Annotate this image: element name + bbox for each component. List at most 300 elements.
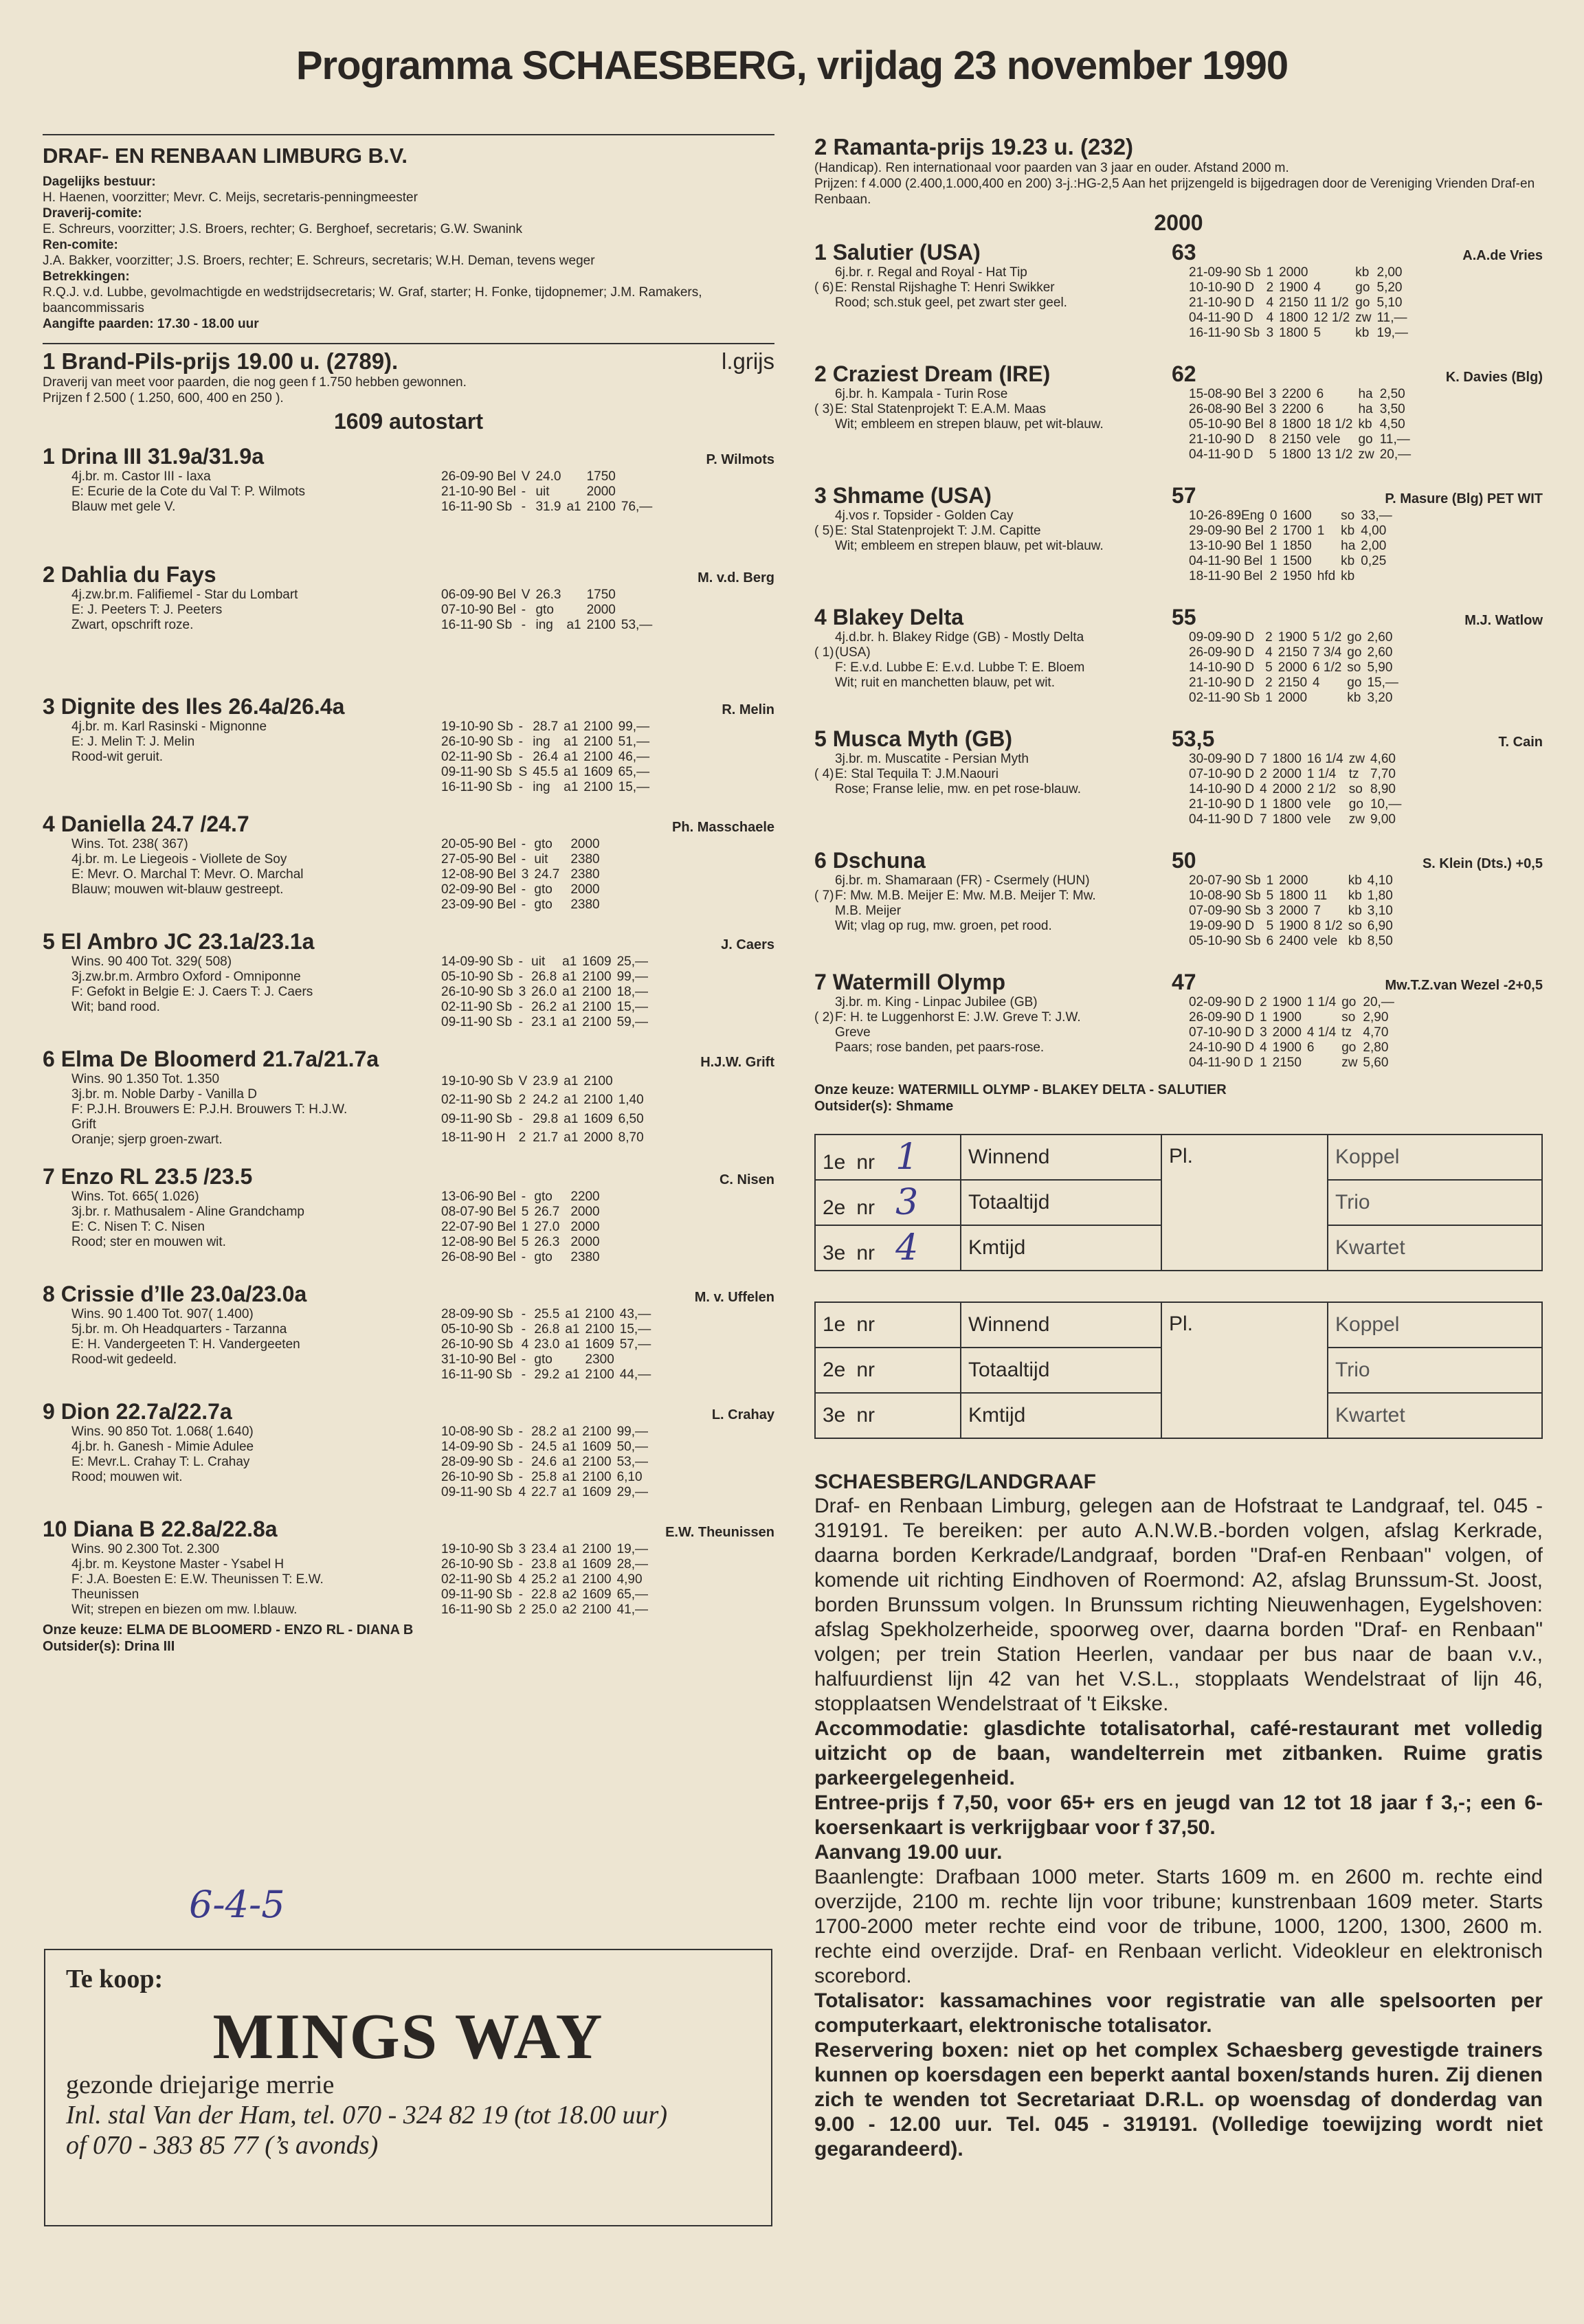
form-table xyxy=(441,1189,611,1265)
horse-info-line: Rood; mouwen wit. xyxy=(71,1470,183,1484)
horse-info-line: Blauw met gele V. xyxy=(71,500,176,514)
form-cell: 04-11-90 D xyxy=(1189,1055,1253,1070)
horse-info-line: F: Gefokt in Belgie E: J. Caers T: J. Caers xyxy=(71,985,313,999)
form-cell: 3 xyxy=(521,867,529,882)
form-cell: ha xyxy=(1341,539,1356,553)
form-cell: 12-08-90 Bel xyxy=(441,867,516,882)
horse-entry xyxy=(814,483,1543,584)
horse-info-line: Paars; rose banden, pet paars-rose. xyxy=(835,1040,1045,1055)
form-row xyxy=(441,1129,649,1148)
race2-desc-1: (Handicap). Ren internationaal voor paarden van 3 jaar en ouder. Afstand 2000 m. xyxy=(814,161,1289,175)
grid-type: Totaaltijd xyxy=(961,1180,1161,1225)
horse-info xyxy=(814,265,1189,341)
form-row xyxy=(1189,630,1404,645)
form-cell: 43,— xyxy=(619,1307,651,1321)
horse-name: 1 Drina III 31.9a/31.9a xyxy=(43,444,264,469)
form-cell: 20,— xyxy=(1363,995,1394,1009)
form-cell: 28-09-90 Sb xyxy=(441,1307,513,1321)
horse-trainer: R. Melin xyxy=(722,702,774,717)
form-cell: 15,— xyxy=(619,1322,651,1337)
info-paragraphs xyxy=(814,1494,1543,2162)
horse-name-wrap xyxy=(814,361,1172,387)
race2-header xyxy=(814,134,1543,160)
form-row xyxy=(1189,387,1416,402)
form-cell: 21-09-90 Sb xyxy=(1189,265,1261,280)
form-cell: 7 xyxy=(1260,812,1267,827)
form-cell: 76,— xyxy=(621,500,653,514)
form-cell xyxy=(565,1205,570,1220)
form-cell: 7 xyxy=(1260,752,1267,766)
form-cell: 1609 xyxy=(582,1440,612,1454)
form-cell: 2000 xyxy=(1279,873,1308,888)
form-cell: a1 xyxy=(565,1307,580,1321)
horse-entry xyxy=(43,1282,774,1383)
form-cell: 2000 xyxy=(586,484,616,499)
form-cell: 02-09-90 D xyxy=(1189,995,1255,1009)
form-cell: so xyxy=(1341,509,1355,523)
form-cell: a1 xyxy=(566,618,581,632)
form-row xyxy=(441,469,658,484)
form-row xyxy=(1189,326,1414,341)
form-cell: 16-11-90 Sb xyxy=(441,780,513,794)
form-cell: a1 xyxy=(564,780,579,794)
form-cell: 2100 xyxy=(583,750,613,764)
form-cell: V xyxy=(518,1073,528,1088)
form-row xyxy=(1189,1025,1400,1040)
org-heading: Ren-comite: xyxy=(43,238,118,252)
horse-entry xyxy=(43,562,774,633)
form-cell: tz xyxy=(1348,767,1359,781)
form-cell: gto xyxy=(534,1352,553,1367)
form-cell: 27-05-90 Bel xyxy=(441,852,516,867)
form-cell: 12-08-90 Bel xyxy=(441,1235,516,1249)
form-cell: 02-11-90 Sb xyxy=(441,1572,513,1587)
form-cell: so xyxy=(1348,782,1363,796)
horse-trainer: M. v. Uffelen xyxy=(694,1290,774,1305)
form-cell: ing xyxy=(533,780,550,794)
form-cell: kb xyxy=(1347,691,1361,705)
form-cell: 05-10-90 Bel xyxy=(1189,417,1264,432)
form-cell: 46,— xyxy=(618,750,650,764)
form-cell: 26.0 xyxy=(531,985,557,999)
form-cell: hfd xyxy=(1317,569,1336,583)
form-cell: 25.5 xyxy=(534,1307,560,1321)
form-cell: 25,— xyxy=(616,954,648,969)
form-table xyxy=(1189,509,1398,584)
form-row xyxy=(441,603,658,618)
handwritten-number: 3 xyxy=(895,1182,919,1223)
grid-bet-type[interactable]: Trio xyxy=(1328,1180,1542,1225)
horse-weight: 63 xyxy=(1172,240,1196,265)
form-cell: 5 xyxy=(1266,889,1274,903)
form-cell: 16-11-90 Sb xyxy=(1189,326,1260,340)
form-cell: go xyxy=(1347,630,1362,645)
grid-bet-type[interactable]: Kwartet xyxy=(1328,1225,1542,1271)
grid-bet-type[interactable]: Koppel xyxy=(1328,1135,1542,1180)
form-cell: 21-10-90 D xyxy=(1189,675,1255,690)
form-cell: 16 1/4 xyxy=(1306,752,1343,766)
form-cell: zw xyxy=(1348,752,1365,766)
form-cell xyxy=(565,837,570,852)
form-cell: a1 xyxy=(562,1015,577,1029)
form-cell: - xyxy=(518,719,523,734)
form-cell: 2 xyxy=(1265,675,1273,690)
form-cell: 1800 xyxy=(1282,417,1311,432)
form-cell: 3 xyxy=(518,985,526,999)
form-cell: 2 xyxy=(1269,524,1278,538)
form-cell: 16-11-90 Sb xyxy=(441,618,513,632)
form-cell: 13 1/2 xyxy=(1316,447,1353,462)
form-cell: a1 xyxy=(562,1542,577,1556)
form-row xyxy=(1189,417,1416,432)
form-cell: go xyxy=(1348,797,1363,812)
grid-place-cell[interactable] xyxy=(815,1225,961,1271)
form-cell: 1950 xyxy=(1282,569,1312,583)
form-cell: 1 1/4 xyxy=(1306,995,1337,1009)
grid-bet-type[interactable]: Koppel xyxy=(1328,1302,1542,1348)
form-cell xyxy=(621,469,658,484)
horse-info-line: Wit; vlag op rug, mw. groen, pet rood. xyxy=(835,919,1052,933)
form-cell: 0,25 xyxy=(1361,554,1387,568)
form-cell: 22-07-90 Bel xyxy=(441,1220,516,1234)
form-row xyxy=(441,1250,611,1265)
form-cell: 05-10-90 Sb xyxy=(441,1322,513,1337)
horse-body xyxy=(814,752,1543,827)
form-row xyxy=(441,1337,656,1352)
form-cell: zw xyxy=(1355,311,1372,325)
handwritten-number: 4 xyxy=(895,1227,919,1269)
grid-bet-type[interactable]: Trio xyxy=(1328,1348,1542,1393)
form-cell: a1 xyxy=(562,954,577,969)
form-cell: 2400 xyxy=(1279,934,1308,948)
aangifte: Aangifte paarden: 17.30 - 18.00 uur xyxy=(43,317,259,331)
form-cell: 10-10-90 D xyxy=(1189,280,1255,295)
form-cell: 2100 xyxy=(582,970,612,984)
grid-place: 1e xyxy=(823,1313,846,1336)
grid-place-cell[interactable] xyxy=(815,1302,961,1348)
handwritten-note: 6-4-5 xyxy=(189,1883,285,1926)
horse-info-line: F: Mw. M.B. Meijer E: Mw. M.B. Meijer T: Mw. xyxy=(835,889,1096,903)
horse-entry xyxy=(43,444,774,515)
form-cell: 2 xyxy=(1266,280,1274,295)
form-cell: 2000 xyxy=(583,1130,613,1146)
org-committees xyxy=(43,174,774,316)
horse-info xyxy=(814,995,1189,1071)
horse-info-line: E: C. Nisen T: C. Nisen xyxy=(71,1220,205,1234)
form-cell: 5 1/2 xyxy=(1313,630,1342,645)
form-cell: - xyxy=(518,780,523,794)
form-row xyxy=(441,719,655,735)
horse-info-line: Oranje; sjerp groen-zwart. xyxy=(71,1132,223,1147)
form-cell xyxy=(565,852,570,867)
form-row xyxy=(441,1110,649,1129)
form-cell: - xyxy=(518,1111,523,1126)
horse-info-line: Wit; band rood. xyxy=(71,1000,160,1014)
form-row xyxy=(1189,691,1404,706)
form-cell: 07-09-90 Sb xyxy=(1189,904,1261,918)
info-paragraph: Reservering boxen: niet op het complex Schaesberg gevestigde trainers kunnen op koersdagen een beperkt aantal boxen/stands huren. Zij dienen zich te wenden tot Secretariaat D.R.L. op woensdag of donderdag van 9.00 - 12.00 uur. Tel. 045 - 319191. (Volledige toewijzing wordt niet gegarandeerd). xyxy=(814,2039,1543,2160)
form-cell: 7 xyxy=(1313,904,1321,918)
form-table xyxy=(1189,265,1414,341)
horse-info-line: E: J. Melin T: J. Melin xyxy=(71,735,195,749)
form-cell: 04-11-90 D xyxy=(1189,447,1253,462)
horse-info-line: 4j.br. h. Ganesh - Mimie Adulee xyxy=(71,1440,254,1454)
right-column xyxy=(814,134,1543,2162)
horse-info xyxy=(814,387,1189,462)
form-row xyxy=(441,970,654,985)
horse-body xyxy=(43,837,774,913)
form-cell: 1800 xyxy=(1282,447,1311,462)
grid-nr: nr xyxy=(856,1242,875,1264)
form-cell: 19-10-90 Sb xyxy=(441,1542,513,1556)
grid-type: Kmtijd xyxy=(961,1225,1161,1271)
form-row xyxy=(441,1572,654,1587)
form-cell: 1900 xyxy=(1272,995,1302,1009)
grid-bet-type[interactable]: Kwartet xyxy=(1328,1393,1542,1438)
form-cell: 04-11-90 D xyxy=(1189,311,1253,325)
form-cell xyxy=(1313,691,1347,706)
form-cell: 28-09-90 Sb xyxy=(441,1455,513,1469)
horse-header xyxy=(43,1282,774,1307)
form-cell: 5,90 xyxy=(1367,660,1393,675)
form-cell: 2100 xyxy=(582,1470,612,1484)
grid-place-cell[interactable] xyxy=(815,1393,961,1438)
form-cell: 33,— xyxy=(1361,509,1392,523)
form-table xyxy=(441,719,655,795)
horse-header xyxy=(814,970,1543,995)
horse-weight: 62 xyxy=(1172,361,1196,386)
info-paragraph: Baanlengte: Drafbaan 1000 meter. Starts 1609 m. en 2600 m. rechte eind overzijde, 2100 m. rechte lijn voor tribune; kunstrenbaan 1609 meter. Starts 1700-2000 meter rechte eind voor de tribune, 1000, 1200, 1300, 2600 m. rechte eind overzijde. Draf- en Renbaan verlicht. Videokleur en elektronisch scorebord. xyxy=(814,1866,1543,1987)
grid-place-cell[interactable] xyxy=(815,1180,961,1225)
advert-box xyxy=(44,1949,772,2226)
horse-info-line: F: P.J.H. Brouwers E: P.J.H. Brouwers T: H.J.W. xyxy=(71,1102,348,1117)
grid-row xyxy=(815,1135,1542,1180)
form-cell: 2000 xyxy=(570,1235,600,1249)
form-cell: 2000 xyxy=(1278,660,1308,675)
grid-nr: nr xyxy=(856,1196,875,1219)
form-cell: 29.2 xyxy=(534,1367,560,1382)
saddle-number: ( 3) xyxy=(814,402,834,416)
horse-name: 1 Salutier (USA) xyxy=(814,240,981,265)
form-cell: 2100 xyxy=(586,618,616,632)
horse-info-line: 3j.zw.br.m. Armbro Oxford - Omniponne xyxy=(71,970,301,984)
saddle-number: ( 4) xyxy=(814,767,834,781)
form-cell: 18,— xyxy=(616,985,648,999)
horse-info-line: F: E.v.d. Lubbe E: E.v.d. Lubbe T: E. Bloem xyxy=(835,660,1085,675)
horse-entry xyxy=(43,812,774,913)
form-cell: 1609 xyxy=(583,765,613,779)
horse-body xyxy=(43,1189,774,1265)
grid-pl[interactable]: Pl. xyxy=(1161,1302,1328,1438)
form-cell: 2000 xyxy=(1279,904,1308,918)
grid-place: 1e xyxy=(823,1151,846,1174)
horse-body xyxy=(43,588,774,633)
form-cell: 26.8 xyxy=(534,1322,560,1337)
form-cell: vele xyxy=(1313,934,1338,948)
form-cell: 1800 xyxy=(1279,889,1308,903)
form-cell: 14-10-90 D xyxy=(1189,782,1255,796)
form-cell: 1 xyxy=(1269,539,1278,553)
form-cell: vele xyxy=(1306,797,1331,812)
form-cell: vele xyxy=(1306,812,1331,827)
form-cell: 26.4 xyxy=(533,750,559,764)
form-cell: 2100 xyxy=(585,1322,614,1337)
form-cell: 3,10 xyxy=(1367,904,1393,918)
form-cell: 19-10-90 Sb xyxy=(441,719,513,734)
form-cell: 26-08-90 Bel xyxy=(441,1250,516,1264)
horse-info-line: Rose; Franse lelie, mw. en pet rose-blauw. xyxy=(835,782,1082,796)
form-cell: 11,— xyxy=(1379,432,1410,447)
form-cell: 2150 xyxy=(1278,645,1308,660)
form-table xyxy=(441,1072,649,1148)
form-cell: 10-08-90 Sb xyxy=(1189,889,1261,903)
form-cell: 1800 xyxy=(1279,311,1308,325)
race2-horses xyxy=(814,240,1543,1071)
horse-info xyxy=(43,1424,441,1500)
form-cell: 4,50 xyxy=(1379,417,1405,432)
horse-trainer: C. Nisen xyxy=(719,1172,774,1187)
form-cell: go xyxy=(1347,645,1362,660)
form-cell: 2,60 xyxy=(1367,630,1393,645)
form-cell: 1800 xyxy=(1272,752,1302,766)
form-cell: 6 xyxy=(1266,934,1274,948)
horse-name-wrap xyxy=(814,726,1172,752)
form-cell: 45.5 xyxy=(533,765,559,779)
form-cell: 21.7 xyxy=(533,1130,559,1146)
horse-trainer: Ph. Masschaele xyxy=(672,820,774,835)
form-cell: a1 xyxy=(564,719,579,734)
horse-name: 6 Dschuna xyxy=(814,848,926,873)
form-cell: 1800 xyxy=(1272,797,1302,812)
form-cell: - xyxy=(518,1000,523,1014)
form-cell: 6 1/2 xyxy=(1313,660,1342,675)
grid-pl[interactable]: Pl. xyxy=(1161,1135,1328,1271)
form-cell: 07-10-90 Bel xyxy=(441,603,516,617)
horse-info-line: M.B. Meijer xyxy=(835,904,902,918)
form-cell: 2150 xyxy=(1272,1055,1302,1070)
form-cell: 41,— xyxy=(616,1602,648,1617)
grid-nr: nr xyxy=(856,1151,875,1174)
form-row xyxy=(1189,1055,1400,1071)
form-cell: kb xyxy=(1341,569,1355,583)
form-cell: so xyxy=(1348,919,1362,933)
form-cell: 20-07-90 Sb xyxy=(1189,873,1261,888)
form-cell: 23.4 xyxy=(531,1542,557,1556)
horse-trainer: P. Masure (Blg) PET WIT xyxy=(1385,491,1543,506)
horse-header xyxy=(814,726,1543,752)
form-cell: 8 xyxy=(1269,432,1277,447)
horse-name: 8 Crissie d’Ile 23.0a/23.0a xyxy=(43,1282,307,1306)
horse-info-line: Wins. Tot. 665( 1.026) xyxy=(71,1189,199,1204)
grid-place-cell[interactable] xyxy=(815,1135,961,1180)
horse-info-line: Wins. 90 1.350 Tot. 1.350 xyxy=(71,1072,220,1086)
horse-name-wrap xyxy=(814,483,1172,509)
form-cell: 2000 xyxy=(1279,265,1308,280)
form-cell: a1 xyxy=(564,1073,579,1088)
form-cell: 2100 xyxy=(583,719,613,734)
form-cell: 10-26-89Eng xyxy=(1189,509,1264,523)
horse-entry xyxy=(43,1164,774,1265)
form-cell xyxy=(605,1235,611,1250)
form-cell: a1 xyxy=(562,1572,577,1587)
saddle-number: ( 2) xyxy=(814,1010,834,1025)
form-row xyxy=(441,588,658,603)
form-cell: a1 xyxy=(564,735,579,749)
form-cell: 6,90 xyxy=(1367,919,1393,933)
form-cell: ha xyxy=(1358,387,1373,401)
form-cell: 2300 xyxy=(585,1352,614,1367)
form-cell: 09-11-90 Sb xyxy=(441,765,513,779)
horse-entry xyxy=(814,848,1543,949)
race2-title: 2 Ramanta-prijs 19.23 u. (232) xyxy=(814,134,1134,159)
horse-info-line: 6j.br. r. Regal and Royal - Hat Tip xyxy=(835,265,1027,280)
form-cell: - xyxy=(518,735,523,749)
advert-header: Te koop: xyxy=(66,1965,164,1993)
form-row xyxy=(1189,265,1414,280)
form-cell: 13-06-90 Bel xyxy=(441,1189,516,1204)
form-cell: a2 xyxy=(562,1602,577,1617)
form-cell: 24.7 xyxy=(534,867,560,882)
form-cell: - xyxy=(521,603,526,617)
form-cell: 50,— xyxy=(616,1440,648,1454)
form-cell: gto xyxy=(535,603,554,617)
form-cell: 18 1/2 xyxy=(1316,417,1353,432)
form-cell xyxy=(1361,569,1397,584)
form-cell: 2,00 xyxy=(1376,265,1403,280)
horse-body xyxy=(43,1424,774,1500)
form-table xyxy=(441,1542,654,1618)
grid-row xyxy=(815,1302,1542,1348)
form-cell: 4 xyxy=(518,1572,526,1587)
grid-place: 3e xyxy=(823,1242,846,1264)
grid-place: 3e xyxy=(823,1404,846,1427)
form-row xyxy=(441,1440,654,1455)
grid-place-cell[interactable] xyxy=(815,1348,961,1393)
form-cell xyxy=(605,882,611,897)
form-row xyxy=(441,1015,654,1030)
form-cell: a1 xyxy=(565,1367,580,1382)
horse-weight: 57 xyxy=(1172,483,1196,508)
form-cell: 30-09-90 D xyxy=(1189,752,1255,766)
form-cell: 4 xyxy=(1260,782,1267,796)
form-row xyxy=(441,1352,656,1367)
form-cell xyxy=(565,1220,570,1235)
form-cell: 3,50 xyxy=(1379,402,1405,416)
horse-info-line: Wit; ruit en manchetten blauw, pet wit. xyxy=(835,675,1055,690)
form-cell xyxy=(605,1189,611,1205)
horse-info-line: 4j.d.br. h. Blakey Ridge (GB) - Mostly Delta xyxy=(835,630,1084,645)
form-cell: 2000 xyxy=(1272,782,1302,796)
grid-place: 2e xyxy=(823,1359,846,1381)
horse-body xyxy=(43,719,774,795)
form-cell: 1 xyxy=(1269,554,1278,568)
info-paragraph: Draf- en Renbaan Limburg, gelegen aan de Hofstraat te Landgraaf, tel. 045 - 319191. Te bereiken: per auto A.N.W.B.-borden volgen, afslag Kerkrade, daarna borden Kerkrade/Landgraaf, borden "Draf-en Renbaan" volgen, of komende uit richting Eindhoven of Roermond: A2, afslag Brunssum-St. Joost, borden Brunssum volgen. In Brunssum richting Nieuwenhagen, Eygelshoven: afslag Spekholzerheide, spoorweg over, daarna borden "Draf- en Renbaan" volgen; per trein Station Heerlen, vandaar per bus naar de baan v.v., halfuurdienst lijn 42 van het V.S.L., stopplaats Wendelstraat of lijn 46, stopplaatsen Wendelstraat of 't Eikske. xyxy=(814,1495,1543,1715)
horse-trainer: Mw.T.Z.van Wezel -2+0,5 xyxy=(1385,978,1543,993)
horse-trainer: A.A.de Vries xyxy=(1462,248,1543,263)
horse-name: 7 Enzo RL 23.5 /23.5 xyxy=(43,1164,253,1189)
form-cell: 2100 xyxy=(582,985,612,999)
form-cell: 5,60 xyxy=(1363,1055,1389,1070)
form-cell: 1 xyxy=(1260,797,1267,812)
form-cell: zw xyxy=(1358,447,1374,462)
horse-body xyxy=(43,1307,774,1383)
form-cell: 23.8 xyxy=(531,1557,557,1572)
form-cell: 06-09-90 Bel xyxy=(441,588,516,602)
horse-info-line: E: Ecurie de la Cote du Val T: P. Wilmots xyxy=(71,484,306,499)
form-cell xyxy=(565,1250,570,1265)
form-cell: - xyxy=(521,882,526,897)
form-cell: 13-10-90 Bel xyxy=(1189,539,1264,553)
